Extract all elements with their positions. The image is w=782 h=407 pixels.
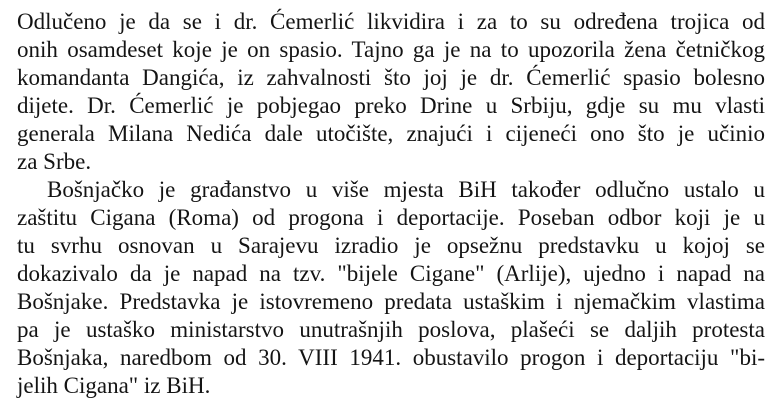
paragraph-2-line-7: Bošnjaka, naredbom od 30. VIII 1941. obustavilo progon i deportaciju "bi- [17, 345, 765, 370]
paragraph-2-line-3: tu svrhu osnovan u Sarajevu izradio je opsežnu predstavku u kojoj se [17, 233, 765, 258]
paragraph-2-line-2: zaštitu Cigana (Roma) od progona i deportacije. Poseban odbor koji je u [17, 205, 765, 230]
paragraph-1-line-6: za Srbe. [17, 149, 92, 174]
paragraph-2-line-1: Bošnjačko je građanstvo u više mjesta BiH također odlučno ustalo u [47, 177, 765, 202]
paragraph-1-line-1: Odlučeno je da se i dr. Ćemerlić likvidira i za to su određena trojica od [17, 9, 765, 34]
paragraph-1-line-5: generala Milana Nedića dale utočište, znajući i cijeneći ono što je učinio [17, 121, 765, 146]
paragraph-1-line-2: onih osamdeset koje je on spasio. Tajno ga je na to upozorila žena četničkog [17, 37, 765, 62]
paragraph-2-line-4: dokazivalo da je napad na tzv. "bijele Cigane" (Arlije), ujedno i napad na [17, 261, 765, 286]
paragraph-2-line-5: Bošnjake. Predstavka je istovremeno predata ustaškim i njemačkim vlastima [17, 289, 765, 314]
paragraph-1-line-4: dijete. Dr. Ćemerlić je pobjegao preko Drine u Srbiju, gdje su mu vlasti [17, 93, 765, 118]
paragraph-1-line-3: komandanta Dangića, iz zahvalnosti što joj je dr. Ćemerlić spasio bolesno [17, 65, 765, 90]
paragraph-2-line-8: jelih Cigana" iz BiH. [17, 373, 211, 398]
paragraph-2-line-6: pa je ustaško ministarstvo unutrašnjih poslova, plašeći se daljih protesta [17, 317, 765, 342]
